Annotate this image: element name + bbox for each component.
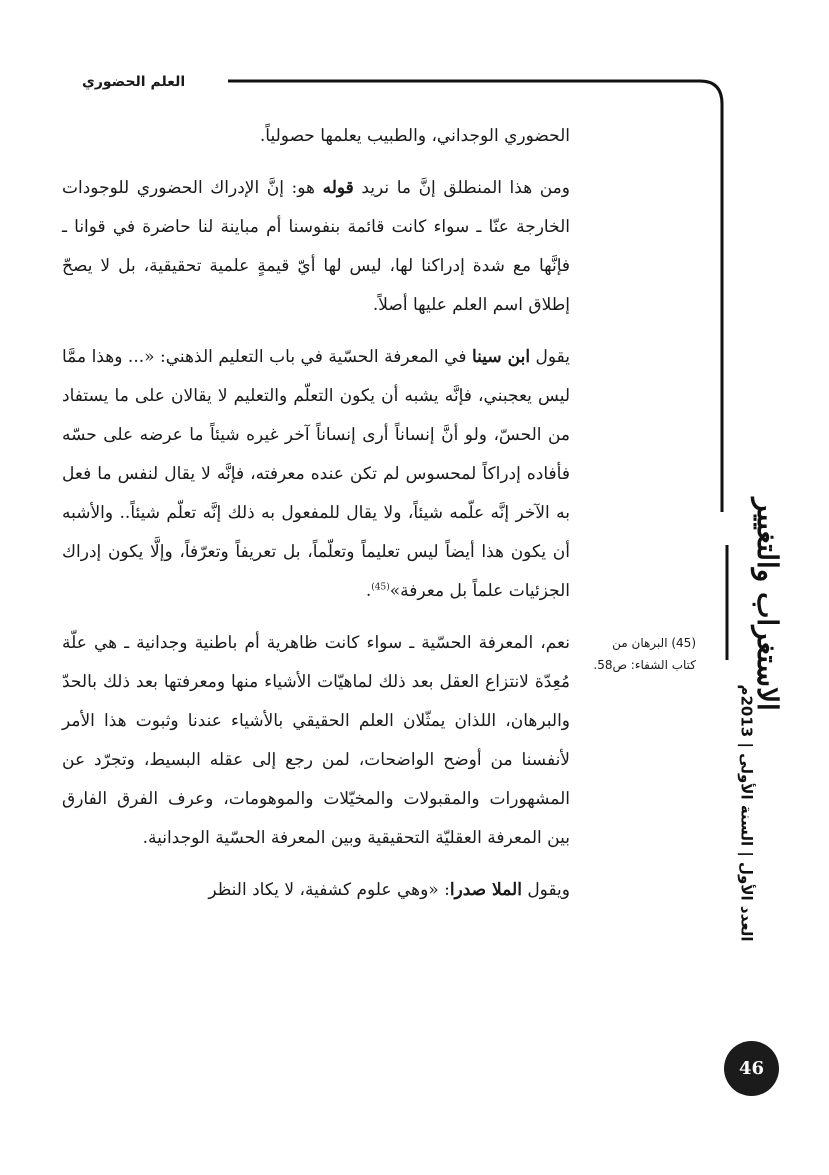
bold-term: قوله bbox=[322, 178, 354, 198]
paragraph-4: ويقول الملا صدرا: «وهي علوم كشفية، لا يكاد النظر bbox=[208, 880, 570, 900]
footnote: (45) البرهان من كتاب الشفاء: ص58. bbox=[593, 636, 696, 672]
author-name: الملا صدرا bbox=[449, 880, 522, 900]
author-name: ابن سينا bbox=[471, 347, 531, 367]
paragraph-0: الحضوري الوجداني، والطبيب يعلمها حصولياً. bbox=[259, 126, 570, 146]
journal-logo: الاستغراب والتغيير bbox=[750, 497, 784, 711]
main-text bbox=[62, 117, 570, 910]
paragraph-1: ومن هذا المنطلق إنَّ ما نريد قوله هو: إنَّ الإدراك الحضوري للوجودات الخارجة عنّا ـ سواء كانت قائمة بنفوسنا أم مباينة لنا حاضرة في قوانا ـ فإنَّها مع شدة إدراكنا لها، ليس لها أيّ قيمةٍ علمية تحقيقية، بل لا يصحّ إطلاق اسم العلم عليها أصلاً. bbox=[62, 178, 570, 315]
running-title: العلم الحضوري bbox=[82, 74, 186, 90]
issue-info: العدد الأول | السنة الأولى | 2013م bbox=[737, 684, 755, 942]
page-number: 46 bbox=[724, 1041, 779, 1096]
footnote-ref[interactable]: (45) bbox=[371, 582, 390, 593]
paragraph-3: نعم، المعرفة الحسّية ـ سواء كانت ظاهرية أم باطنية وجدانية ـ هي علّة مُعِدّة لانتزاع العقل بعد ذلك لماهيّات الأشياء منها ومعرفتها بعد ذلك بالحدّ والبرهان، اللذان يمثّلان العلم الحقيقي بالأشياء عندنا وثبوت هذا الأمر لأنفسنا من أوضح الواضحات، لمن رجع إلى عقله البسيط، وتجرّد عن المشهورات والمقبولات والمخيّلات والموهومات، وعرف الفرق الفارق بين المعرفة العقليّة التحقيقية وبين المعرفة الحسّية الوجدانية. bbox=[62, 633, 570, 848]
paragraph-2: يقول ابن سينا في المعرفة الحسّية في باب التعليم الذهني: «... وهذا ممَّا ليس يعجبني، فإنَّه يشبه أن يكون التعلّم والتعليم لا يقالان على ما يستفاد من الحسّ، ولو أنَّ إنساناً أرى إنساناً آخر غيره شيئاً ما عرضه على حسّه فأفاده إدراكاً لمحسوس لم تكن عنده معرفته، فإنَّه لا يقال لنفس ما فعل به الآخر إنَّه علّمه شيئاً، ولا يقال للمفعول به ذلك إنَّه تعلّم شيئاً.. والأشبه أن يكون هذا أيضاً ليس تعليماً وتعلّماً، بل تعريفاً وتعرّفاً، وإلَّا يكون إدراك الجزئيات علماً بل معرفة»$^{(45)}$. bbox=[62, 347, 571, 601]
